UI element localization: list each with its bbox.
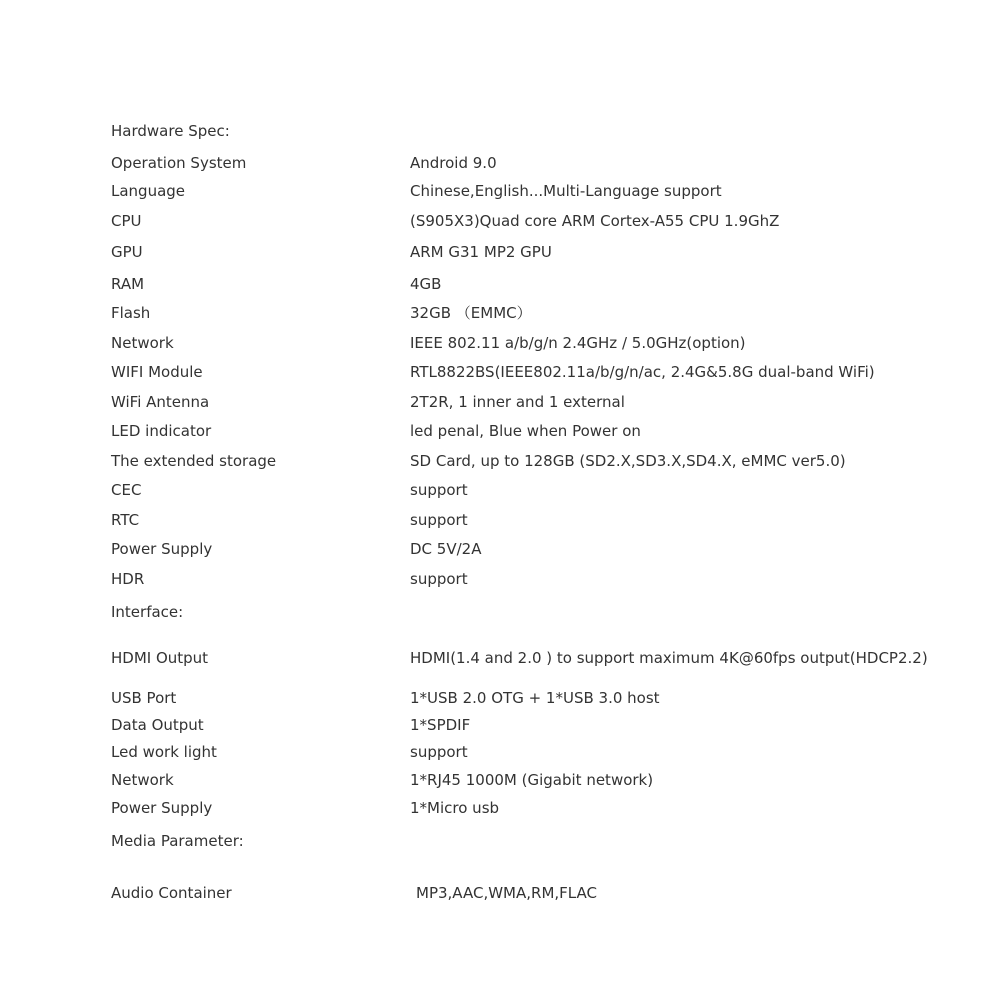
spec-row-cec [0, 479, 1000, 501]
spec-row-rtc [0, 509, 1000, 531]
spec-row-ram [0, 273, 1000, 295]
spec-value: 32GB （EMMC） [410, 304, 532, 322]
spec-value: led penal, Blue when Power on [410, 422, 641, 440]
spec-row-data-output [0, 714, 1000, 736]
spec-row-hdmi-output [0, 647, 1000, 669]
spec-label: Network [111, 334, 174, 352]
spec-row-hdr [0, 568, 1000, 590]
spec-label: Flash [111, 304, 151, 322]
spec-value: support [410, 743, 468, 761]
section-heading-interface [0, 601, 1000, 623]
spec-row-audio-container [0, 882, 1000, 904]
spec-row-power-supply [0, 538, 1000, 560]
spec-label: Power Supply [111, 799, 213, 817]
spec-value: IEEE 802.11 a/b/g/n 2.4GHz / 5.0GHz(option) [410, 334, 746, 352]
spec-label: RTC [111, 511, 140, 529]
spec-row-led-indicator [0, 420, 1000, 442]
spec-label: Power Supply [111, 540, 213, 558]
spec-label: RAM [111, 275, 145, 293]
spec-label: Network [111, 771, 174, 789]
spec-value: 4GB [410, 275, 442, 293]
spec-label: GPU [111, 243, 143, 261]
spec-label: The extended storage [111, 452, 277, 470]
spec-row-power-supply-port [0, 797, 1000, 819]
spec-row-extended-storage [0, 450, 1000, 472]
section-title: Hardware Spec: [111, 122, 230, 140]
spec-value: MP3,AAC,WMA,RM,FLAC [416, 884, 597, 902]
spec-label: Audio Container [111, 884, 232, 902]
spec-value: SD Card, up to 128GB (SD2.X,SD3.X,SD4.X, eMMC ver5.0) [410, 452, 846, 470]
spec-label: Led work light [111, 743, 217, 761]
spec-label: USB Port [111, 689, 177, 707]
spec-row-flash [0, 302, 1000, 324]
spec-value: DC 5V/2A [410, 540, 482, 558]
spec-label: WIFI Module [111, 363, 203, 381]
spec-value: 1*SPDIF [410, 716, 471, 734]
spec-row-wifi-antenna [0, 391, 1000, 413]
spec-label: HDR [111, 570, 145, 588]
spec-row-wifi-module [0, 361, 1000, 383]
spec-value: (S905X3)Quad core ARM Cortex-A55 CPU 1.9GhZ [410, 212, 780, 230]
spec-label: Language [111, 182, 186, 200]
spec-label: Operation System [111, 154, 247, 172]
spec-value: Chinese,English...Multi-Language support [410, 182, 722, 200]
spec-label: LED indicator [111, 422, 212, 440]
spec-value: 1*RJ45 1000M (Gigabit network) [410, 771, 654, 789]
spec-row-network-port [0, 769, 1000, 791]
spec-value: HDMI(1.4 and 2.0 ) to support maximum 4K@60fps output(HDCP2.2) [410, 649, 928, 667]
spec-label: CEC [111, 481, 142, 499]
spec-value: support [410, 570, 468, 588]
spec-label: WiFi Antenna [111, 393, 210, 411]
spec-row-gpu [0, 241, 1000, 263]
spec-label: CPU [111, 212, 142, 230]
spec-row-operation-system [0, 152, 1000, 174]
section-heading-media [0, 830, 1000, 852]
spec-value: RTL8822BS(IEEE802.11a/b/g/n/ac, 2.4G&5.8G dual-band WiFi) [410, 363, 875, 381]
section-heading-hardware [0, 120, 1000, 142]
spec-row-network [0, 332, 1000, 354]
spec-value: Android 9.0 [410, 154, 497, 172]
spec-row-usb-port [0, 687, 1000, 709]
spec-value: support [410, 511, 468, 529]
spec-value: 2T2R, 1 inner and 1 external [410, 393, 625, 411]
spec-value: support [410, 481, 468, 499]
spec-value: 1*Micro usb [410, 799, 500, 817]
spec-value: 1*USB 2.0 OTG + 1*USB 3.0 host [410, 689, 660, 707]
section-title: Media Parameter: [111, 832, 244, 850]
section-title: Interface: [111, 603, 184, 621]
spec-label: HDMI Output [111, 649, 209, 667]
spec-row-language [0, 180, 1000, 202]
spec-value: ARM G31 MP2 GPU [410, 243, 552, 261]
spec-row-cpu [0, 210, 1000, 232]
spec-row-led-work-light [0, 741, 1000, 763]
spec-label: Data Output [111, 716, 204, 734]
